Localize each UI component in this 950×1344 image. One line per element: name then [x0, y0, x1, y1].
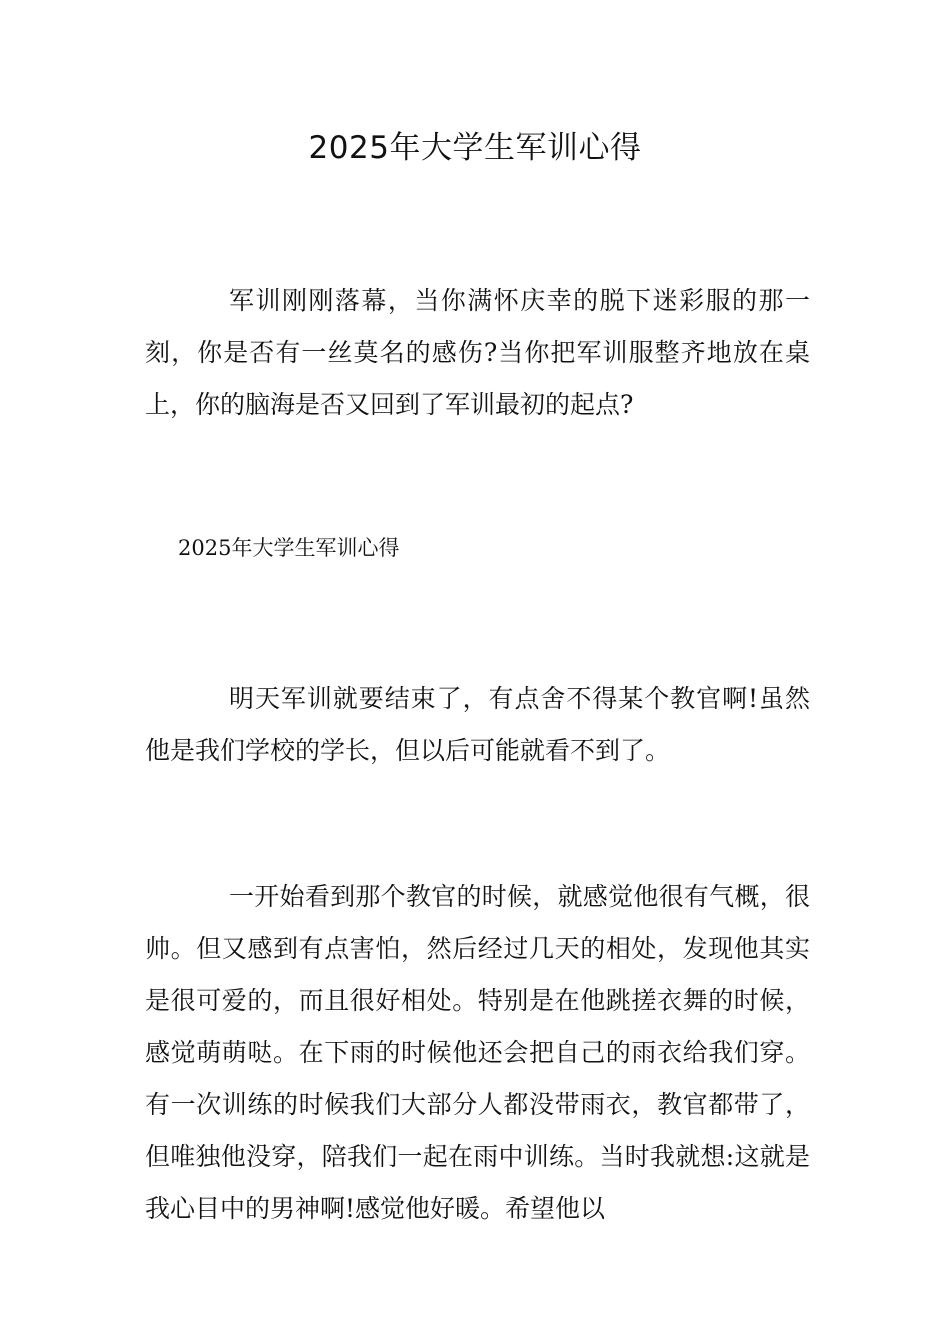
- body-paragraph: 一开始看到那个教官的时候，就感觉他很有气概，很帅。但又感到有点害怕，然后经过几天的相处，发现他其实是很可爱的，而且很好相处。特别是在他跳搓衣舞的时候，感觉萌萌哒。在下雨的时候他还会把自己的雨衣给我们穿。有一次训练的时候我们大部分人都没带雨衣，教官都带了，但唯独他没穿，陪我们一起在雨中训练。当时我就想:这就是我心目中的男神啊!感觉他好暖。希望他以: [145, 882, 810, 1223]
- body-paragraph: 明天军训就要结束了，有点舍不得某个教官啊!虽然他是我们学校的学长，但以后可能就看不到了。: [145, 684, 810, 765]
- intro-paragraph: 军训刚刚落幕，当你满怀庆幸的脱下迷彩服的那一刻，你是否有一丝莫名的感伤?当你把军训服整齐地放在桌上，你的脑海是否又回到了军训最初的起点?: [145, 286, 810, 419]
- document-title: 2025年大学生军训心得: [308, 130, 642, 166]
- section-heading: 2025年大学生军训心得: [178, 536, 400, 560]
